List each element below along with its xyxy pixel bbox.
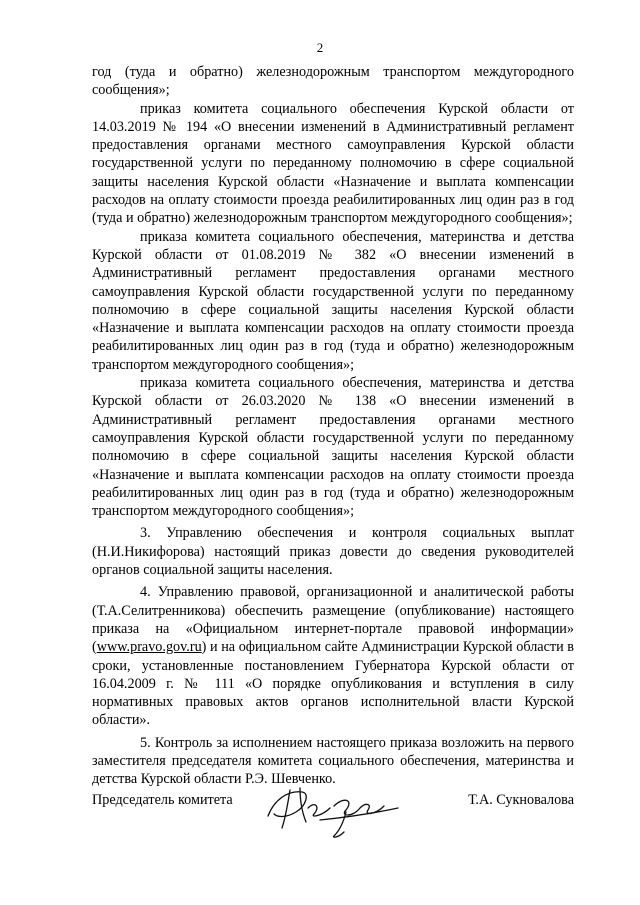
document-body <box>92 63 574 789</box>
paragraph-text: 4. Управлению правовой, организационной и аналитической работы (Т.А.Селитренникова) обеспечить размещение (опубликование) настоящего приказа на «Официальном интернет-портале правовой информации» ( <box>92 584 574 656</box>
paragraph-text: ) и на официальном сайте Администрации Курской области в сроки, установленные постановлением Губернатора Курской области от 16.04.2009 г. № 111 «О порядке опубликования и вступления в силу нормативных правовых актов органов исполнительной власти Курской области». <box>92 639 574 729</box>
paragraph-publication <box>92 583 574 729</box>
signatory-name: Т.А. Сукновалова <box>468 792 574 808</box>
handwritten-signature <box>260 778 410 840</box>
paragraph: приказа комитета социального обеспечения, материнства и детства Курской области от 01.08.2019 № 382 «О внесении изменений в Административный регламент предоставления органами местного самоуправления Курской области государственной услуги по переданному полномочию в сфере социальной защиты населения Курской области «Назначение и выплата компенсации расходов на оплату стоимости проезда реабилитированных лиц один раз в год (туда и обратно) железнодорожным транспортом междугородного сообщения»; <box>92 228 574 373</box>
paragraph: 3. Управлению обеспечения и контроля социальных выплат (Н.И.Никифорова) настоящий приказ довести до сведения руководителей органов социальной защиты населения. <box>92 525 574 579</box>
signatory-title: Председатель комитета <box>92 792 233 808</box>
paragraph: приказ комитета социального обеспечения Курской области от 14.03.2019 № 194 «О внесении изменений в Административный регламент предоставления органами местного самоуправления Курской области государственной услуги по переданному полномочию в сфере социальной защиты населения Курской области «Назначение и выплата компенсации расходов на оплату стоимости проезда реабилитированных лиц один раз в год (туда и обратно) железнодорожным транспортом междугородного сообщения»; <box>92 100 574 227</box>
paragraph: приказа комитета социального обеспечения, материнства и детства Курской области от 26.03.2020 № 138 «О внесении изменений в Административный регламент предоставления органами местного самоуправления Курской области государственной услуги по переданному полномочию в сфере социальной защиты населения Курской области «Назначение и выплата компенсации расходов на оплату стоимости проезда реабилитированных лиц один раз в год (туда и обратно) железнодорожным транспортом междугородного сообщения»; <box>92 375 574 520</box>
paragraph-control: 5. Контроль за исполнением настоящего приказа возложить на первого заместителя председателя комитета социального обеспечения, материнства и детства Курской области Р.Э. Шевченко. <box>92 734 574 788</box>
signature-block <box>92 790 574 840</box>
paragraph: год (туда и обратно) железнодорожным транспортом междугородного сообщения»; <box>92 64 574 99</box>
pravo-link[interactable]: www.pravo.gov.ru <box>96 639 202 656</box>
page-number: 2 <box>316 40 324 55</box>
